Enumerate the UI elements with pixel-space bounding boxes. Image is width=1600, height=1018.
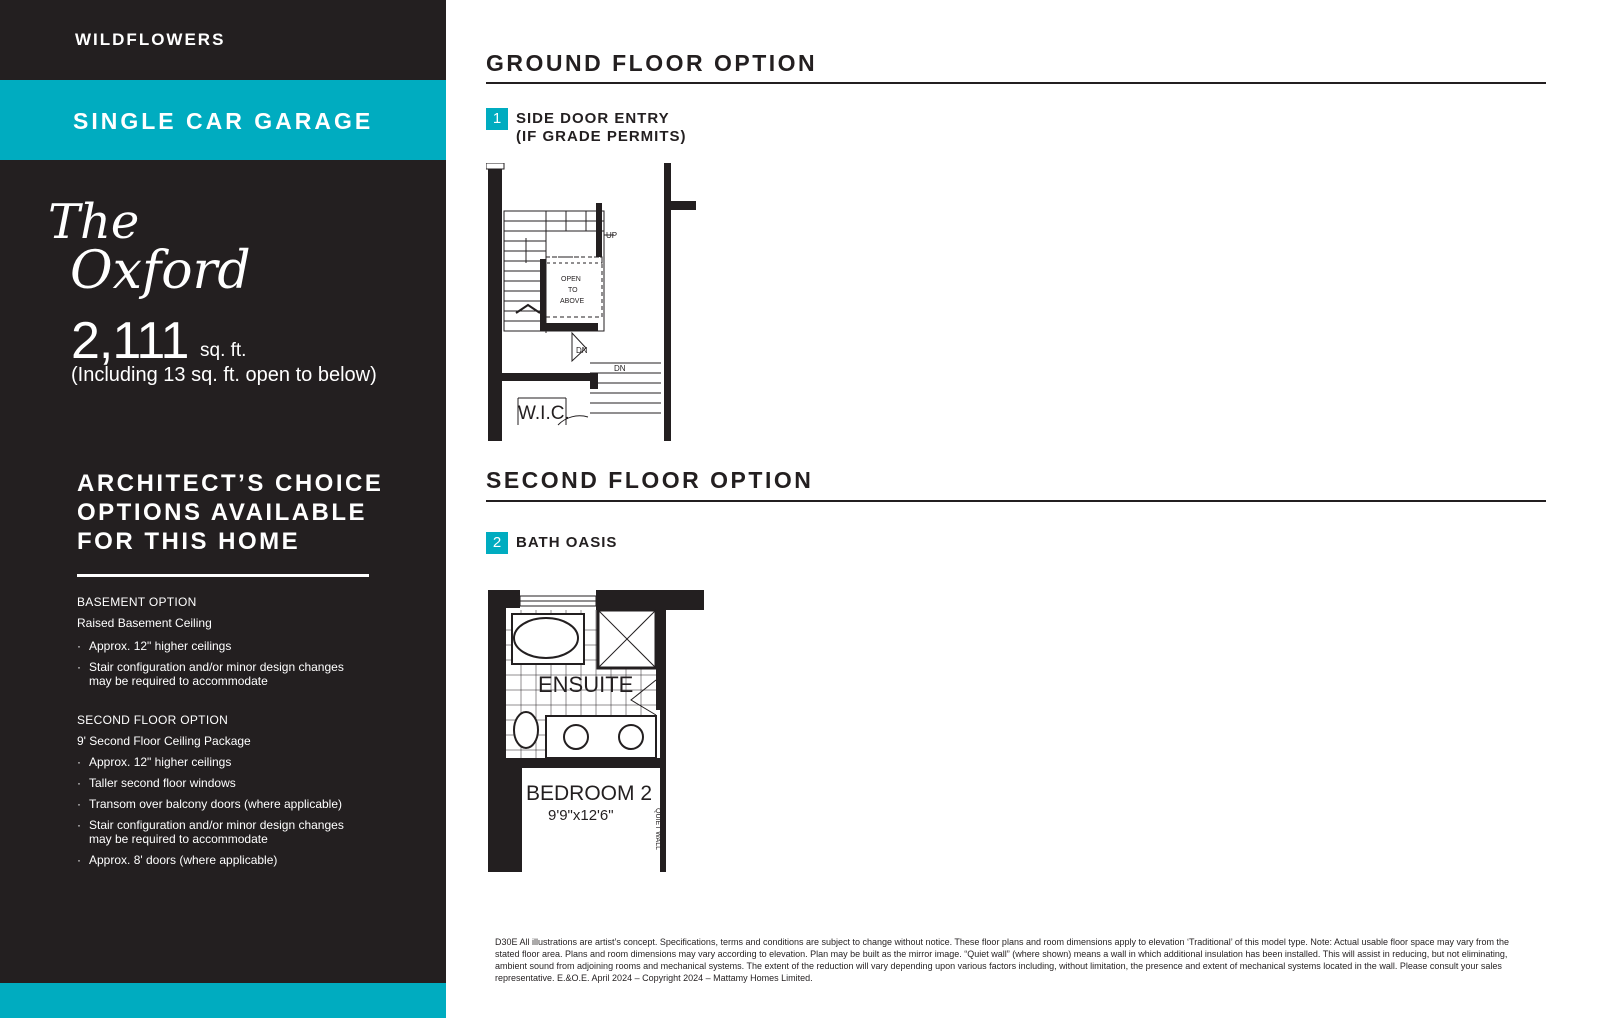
second-floor-rule (486, 500, 1546, 502)
list-item: · Approx. 12" higher ceilings (77, 755, 367, 769)
model-logo (40, 180, 260, 310)
second-floor-option-sub: 9' Second Floor Ceiling Package (77, 734, 251, 748)
list-item: · Approx. 12" higher ceilings (77, 639, 367, 653)
architect-choice-title: ARCHITECT’S CHOICE OPTIONS AVAILABLE FOR THIS HOME (77, 470, 384, 555)
disclaimer: D30E All illustrations are artist’s concept. Specifications, terms and conditions are subject to change without notice. These floor plans and room dimensions apply to elevation ‘Traditional’ of this model type. Note: Actual usable floor space may vary from the stated floor area. Plans and room dimensions may vary according to elevation. Plan may be built as the mirror image. “Quiet wall” (where shown) means a wall in which additional insulation has been installed. This will assist in reducing, but not eliminating, ambient sound from adjoining rooms and mechanical systems. The extent of the reduction will vary depending upon various factors including, without limitation, the presence and extent of mechanical systems located in the wall. Please consult your sales representative. E.&O.E. April 2024 – Copyright 2024 – Mattamy Homes Limited. (495, 937, 1510, 983)
square-footage-unit: sq. ft. (200, 340, 247, 361)
plan-label-above: ABOVE (560, 298, 585, 305)
basement-bullets (77, 639, 367, 695)
plan-label-quiet-wall: QUIET WALL (654, 808, 661, 851)
basement-option-sub: Raised Basement Ceiling (77, 616, 212, 630)
second-floor-bullets (77, 755, 367, 874)
community-name: WILDFLOWERS (75, 30, 226, 49)
list-item: · Taller second floor windows (77, 776, 367, 790)
plan-label-dn: DN (576, 346, 588, 355)
list-item: · Stair configuration and/or minor design changes may be required to accommodate (77, 660, 367, 688)
second-option-label: BATH OASIS (516, 534, 618, 551)
second-floor-plan (486, 590, 716, 872)
logo-line2: Oxford (70, 241, 251, 301)
second-floor-title: SECOND FLOOR OPTION (486, 467, 814, 493)
ground-floor-rule (486, 82, 1546, 84)
list-item: · Approx. 8' doors (where applicable) (77, 853, 367, 867)
ground-floor-plan (486, 163, 706, 441)
ground-option-label-line1: SIDE DOOR ENTRY (516, 110, 670, 127)
garage-type: SINGLE CAR GARAGE (73, 108, 374, 134)
ground-floor-title: GROUND FLOOR OPTION (486, 50, 818, 76)
list-item: · Stair configuration and/or minor design changes may be required to accommodate (77, 818, 367, 846)
plan-label-ensuite: ENSUITE (538, 672, 634, 697)
ground-option-label-line2: (IF GRADE PERMITS) (516, 128, 687, 145)
plan-label-dn: DN (614, 364, 626, 373)
list-item: · Transom over balcony doors (where applicable) (77, 797, 367, 811)
bottom-band (0, 983, 446, 1018)
plan-label-wic: W.I.C. (518, 403, 570, 424)
square-footage: 2,111 (71, 312, 189, 370)
basement-option-heading: BASEMENT OPTION (77, 595, 197, 609)
divider (77, 574, 369, 577)
square-footage-note: (Including 13 sq. ft. open to below) (71, 364, 377, 386)
left-panel (0, 0, 446, 1018)
plan-label-bedroom-dims: 9'9"x12'6" (548, 807, 614, 824)
plan-label-up: UP (606, 231, 618, 240)
plan-label-bedroom: BEDROOM 2 (526, 782, 653, 805)
option-number-badge: 2 (486, 532, 508, 554)
plan-label-to: TO (568, 287, 578, 294)
ground-option-label (516, 110, 687, 146)
plan-label-open: OPEN (561, 276, 581, 283)
logo-line1: The (48, 194, 140, 250)
second-floor-option-heading: SECOND FLOOR OPTION (77, 713, 229, 727)
option-number-badge: 1 (486, 108, 508, 130)
